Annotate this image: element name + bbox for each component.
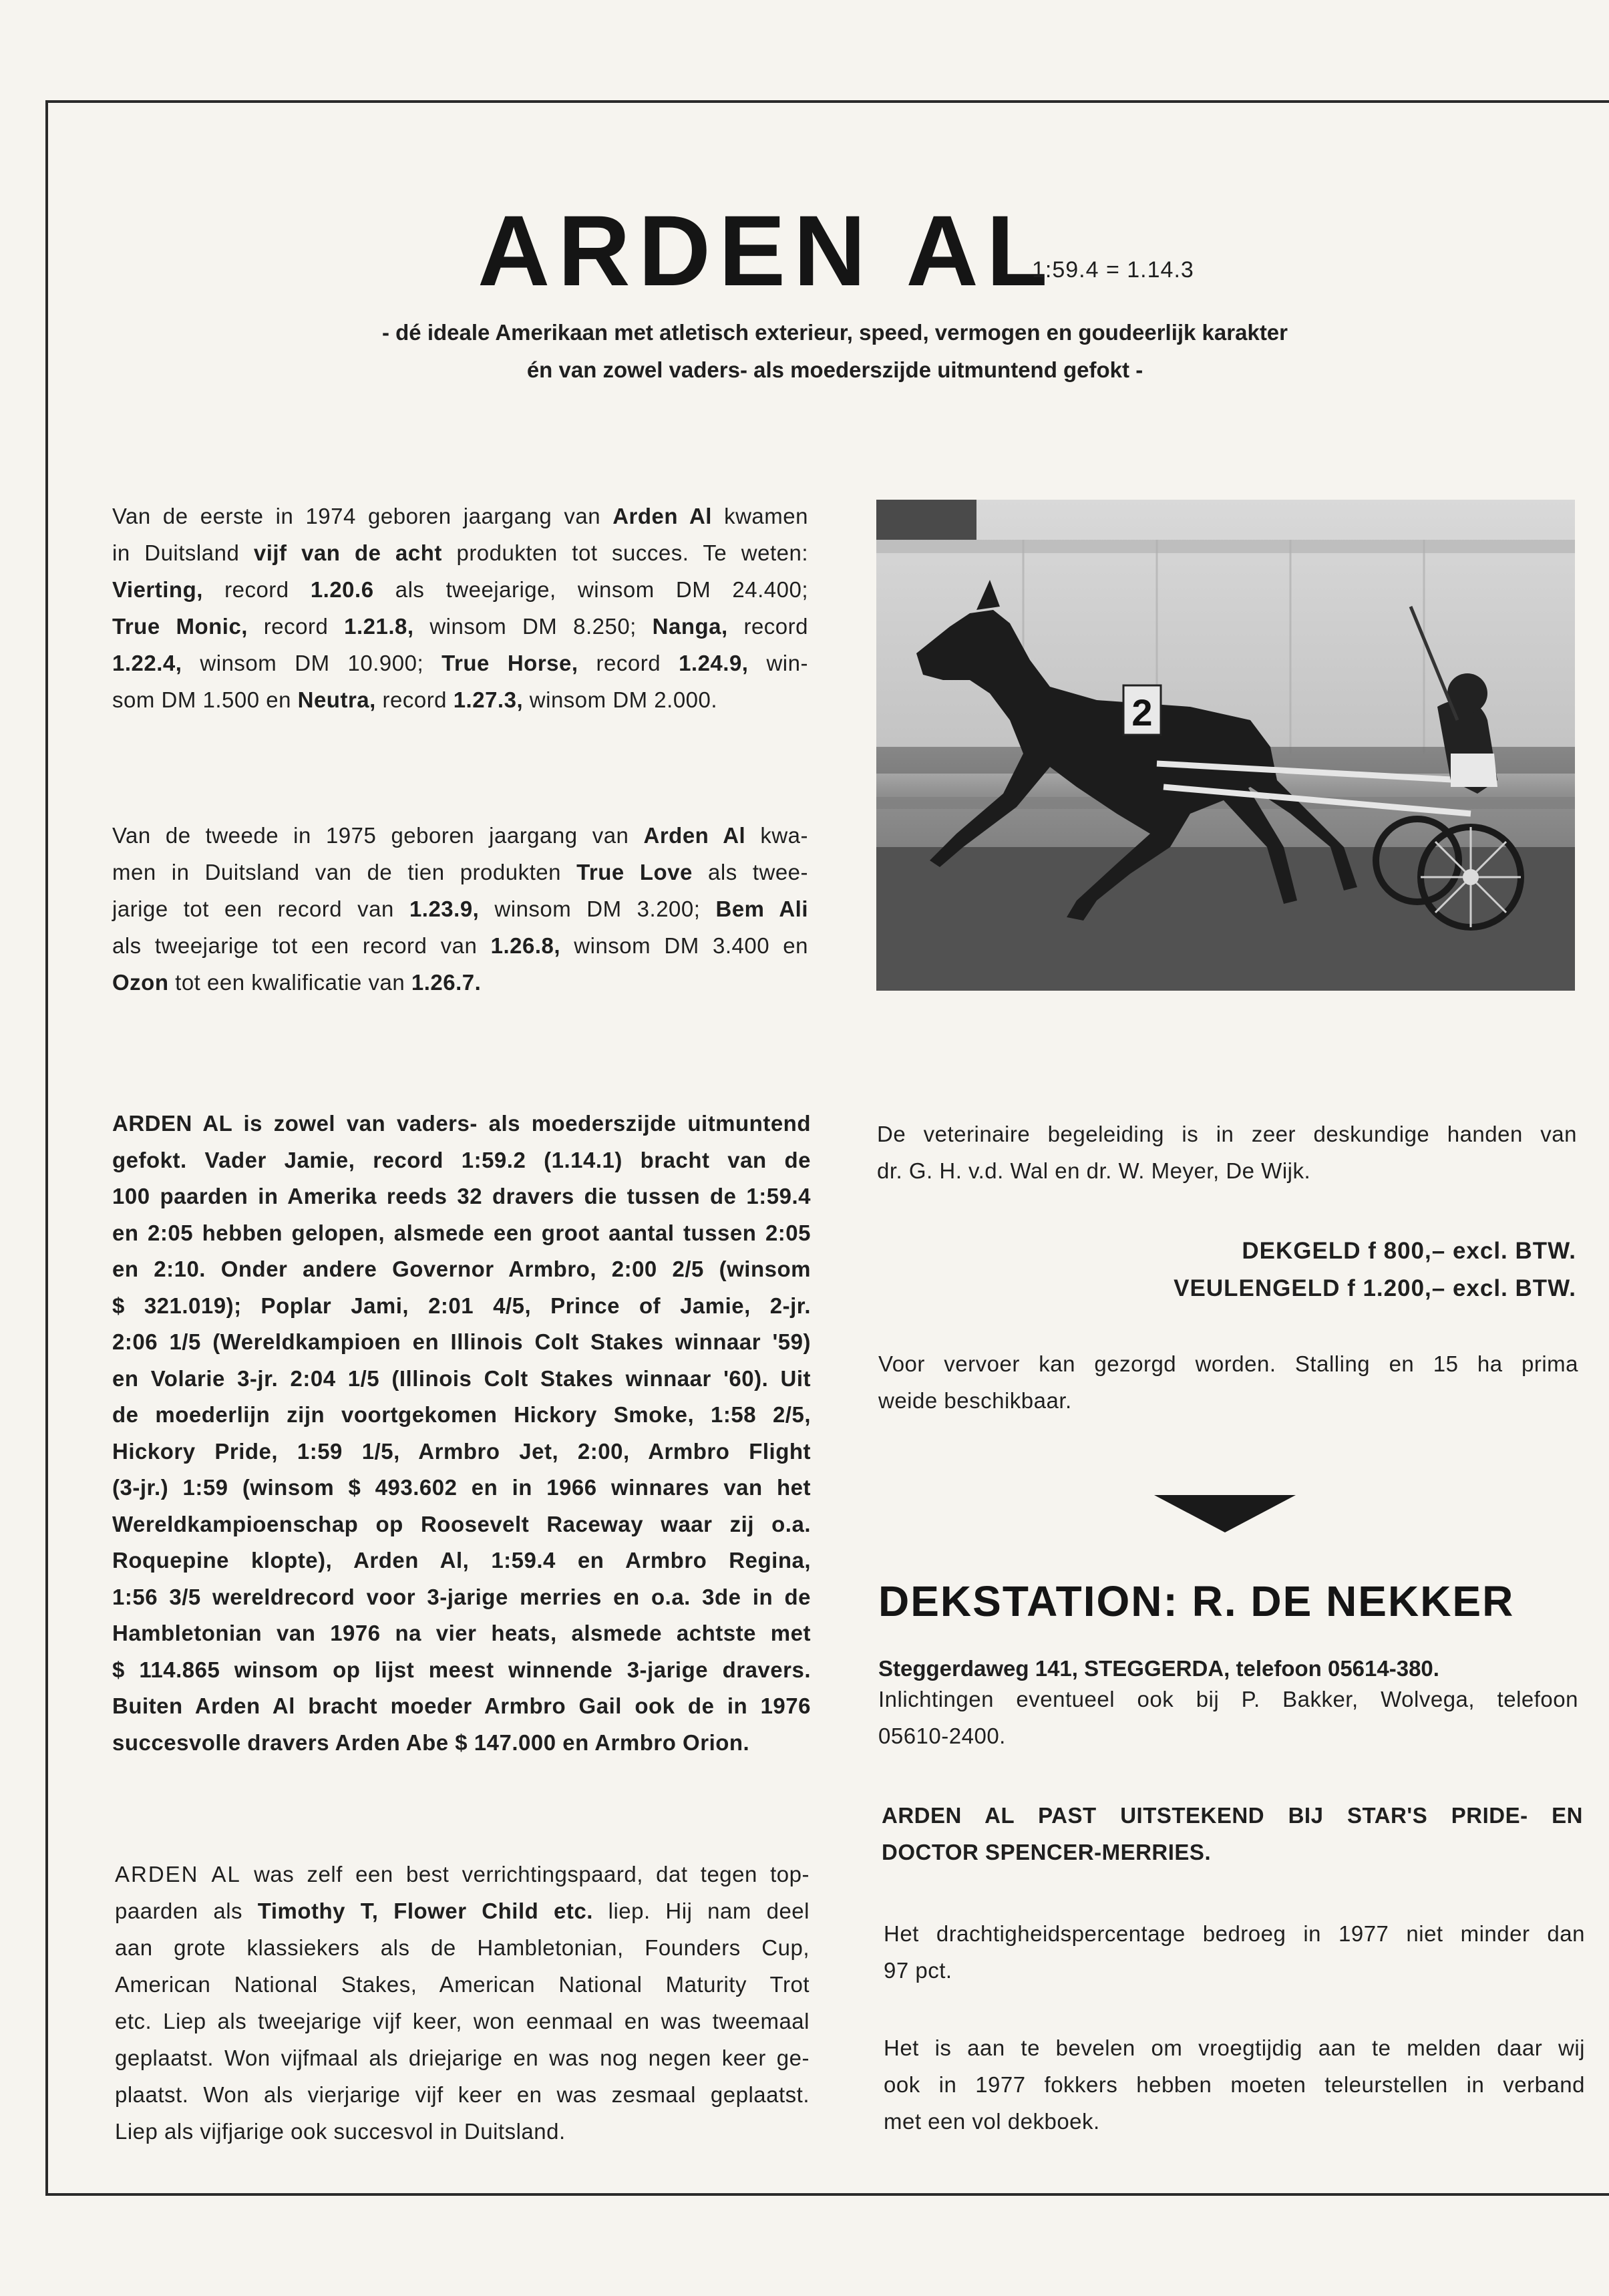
text-line: 97 pct.	[884, 1958, 952, 1983]
text-line: gefokt. Vader Jamie, record 1:59.2 (1.14.1) bracht van de	[112, 1147, 811, 1172]
text-line: ook in 1977 fokkers hebben moeten teleurstellen in verband	[884, 2072, 1585, 2097]
title-record: 1:59.4 = 1.14.3	[1032, 257, 1194, 283]
text-line: $ 114.865 winsom op lijst meest winnende 3-jarige dravers.	[112, 1657, 811, 1682]
text-line: en 2:05 hebben gelopen, alsmede een groot aantal tussen 2:05	[112, 1220, 811, 1245]
text-line: plaatst. Won als vierjarige vijf keer en was zesmaal geplaatst.	[115, 2082, 810, 2107]
text-line: geplaatst. Won vijfmaal als driejarige en was nog negen keer ge-	[115, 2045, 810, 2070]
match-paragraph	[882, 1797, 1583, 1870]
text-line: Voor vervoer kan gezorgd worden. Stalling en 15 ha prima	[878, 1351, 1578, 1376]
veulengeld-fee: VEULENGELD f 1.200,– excl. BTW.	[1174, 1275, 1576, 1301]
text-line: 1.22.4, winsom DM 10.900; True Horse, record 1.24.9, win-	[112, 651, 808, 675]
text-line: Hickory Pride, 1:59 1/5, Armbro Jet, 2:00, Armbro Flight	[112, 1438, 811, 1464]
tagline-line-1: - dé ideale Amerikaan met atletisch exterieur, speed, vermogen en goudeerlijk karakter	[381, 320, 1288, 345]
text-line: Roquepine klopte), Arden Al, 1:59.4 en Armbro Regina,	[112, 1548, 811, 1573]
text-line: Inlichtingen eventueel ook bij P. Bakker, Wolvega, telefoon	[878, 1687, 1578, 1711]
text-line: en Volarie 3-jr. 2:04 1/5 (Illinois Colt Stakes winnaar '60). Uit	[112, 1365, 811, 1391]
text-line: Wereldkampioenschap op Roosevelt Raceway waar zij o.a.	[112, 1511, 811, 1536]
text-line: $ 321.019); Poplar Jami, 2:01 4/5, Prince of Jamie, 2-jr.	[112, 1293, 811, 1318]
text-line: 1:56 3/5 wereldrecord voor 3-jarige merries en o.a. 3de in de	[112, 1584, 811, 1609]
text-line: met een vol dekboek.	[884, 2109, 1100, 2134]
text-line: True Monic, record 1.21.8, winsom DM 8.250; Nanga, record	[112, 614, 809, 639]
info-paragraph	[878, 1681, 1578, 1754]
text-line: Ozon tot een kwalificatie van 1.26.7.	[112, 970, 482, 995]
text-line: in Duitsland vijf van de acht produkten tot succes. Te weten:	[112, 540, 808, 565]
race-career-paragraph	[115, 1856, 810, 2150]
tagline-line-2: én van zowel vaders- als moederszijde uitmuntend gefokt -	[526, 357, 1143, 382]
text-line: weide beschikbaar.	[878, 1388, 1072, 1413]
transport-paragraph	[878, 1345, 1578, 1419]
text-line: dr. G. H. v.d. Wal en dr. W. Meyer, De Wijk.	[877, 1158, 1311, 1183]
pregnancy-paragraph	[884, 1915, 1585, 1989]
text-line: Liep als vijfjarige ook succesvol in Duitsland.	[115, 2119, 566, 2144]
pedigree-paragraph	[112, 1106, 811, 1761]
text-line: jarige tot een record van 1.23.9, winsom DM 3.200; Bem Ali	[112, 896, 809, 921]
text-line: De veterinaire begeleiding is in zeer deskundige handen van	[877, 1122, 1577, 1146]
text-line: men in Duitsland van de tien produkten True Love als twee-	[112, 860, 809, 884]
text-line: Van de tweede in 1975 geboren jaargang van Arden Al kwa-	[112, 823, 808, 848]
dekgeld-fee: DEKGELD f 800,– excl. BTW.	[1242, 1238, 1576, 1264]
text-line: 2:06 1/5 (Wereldkampioen en Illinois Colt Stakes winnaar '59)	[112, 1329, 811, 1354]
page-title: ARDEN AL	[478, 194, 1056, 307]
offspring-1974-paragraph	[112, 498, 808, 718]
text-line: Vierting, record 1.20.6 als tweejarige, winsom DM 24.400;	[112, 577, 808, 602]
text-line: succesvolle dravers Arden Abe $ 147.000 en Armbro Orion.	[112, 1730, 750, 1755]
saddle-number: 2	[1131, 691, 1153, 733]
text-line: DOCTOR SPENCER-MERRIES.	[882, 1840, 1212, 1864]
text-line: en 2:10. Onder andere Governor Armbro, 2:00 2/5 (winsom	[112, 1257, 811, 1281]
text-line: aan grote klassiekers als de Hambletonian, Founders Cup,	[115, 1935, 810, 1960]
text-line: ARDEN AL PAST UITSTEKEND BIJ STAR'S PRIDE- EN	[882, 1803, 1583, 1828]
text-line: 100 paarden in Amerika reeds 32 dravers die tussen de 1:59.4	[112, 1184, 811, 1208]
text-line: ARDEN AL is zowel van vaders- als moederszijde uitmuntend	[112, 1111, 811, 1136]
text-line: etc. Liep als tweejarige vijf keer, won eenmaal en was tweemaal	[115, 2009, 810, 2033]
text-line: als tweejarige tot een record van 1.26.8, winsom DM 3.400 en	[112, 933, 809, 958]
text-line: Buiten Arden Al bracht moeder Armbro Gail ook de in 1976	[112, 1693, 811, 1718]
text-line: 05610-2400.	[878, 1724, 1006, 1748]
text-line: Hambletonian van 1976 na vier heats, alsmede achtste met	[112, 1621, 811, 1645]
text-line: (3-jr.) 1:59 (winsom $ 493.602 en in 1966 winnares van het	[112, 1475, 811, 1500]
tagline	[267, 314, 1403, 389]
fees-block	[989, 1233, 1576, 1307]
dekstation-address: Steggerdaweg 141, STEGGERDA, telefoon 05614-380.	[878, 1656, 1439, 1681]
text-line: som DM 1.500 en Neutra, record 1.27.3, winsom DM 2.000.	[112, 687, 718, 712]
offspring-1975-paragraph	[112, 817, 808, 1001]
text-line: Het is aan te bevelen om vroegtijdig aan te melden daar wij	[884, 2035, 1585, 2060]
dekstation-heading: DEKSTATION: R. DE NEKKER	[878, 1577, 1515, 1625]
text-line: Van de eerste in 1974 geboren jaargang van Arden Al kwamen	[112, 504, 808, 528]
text-line: American National Stakes, American National Maturity Trot	[115, 1972, 810, 1997]
text-line: Het drachtigheidspercentage bedroeg in 1977 niet minder dan	[884, 1921, 1585, 1946]
veterinary-paragraph	[877, 1116, 1577, 1189]
text-line: paarden als Timothy T, Flower Child etc. liep. Hij nam deel	[115, 1899, 810, 1923]
booking-advice-paragraph	[884, 2029, 1585, 2140]
down-arrow-icon	[1154, 1495, 1296, 1536]
text-line: de moederlijn zijn voortgekomen Hickory Smoke, 1:58 2/5,	[112, 1402, 811, 1427]
text-line: ARDEN AL was zelf een best verrichtingspaard, dat tegen top-	[115, 1862, 810, 1887]
horse-photo	[876, 500, 1575, 991]
